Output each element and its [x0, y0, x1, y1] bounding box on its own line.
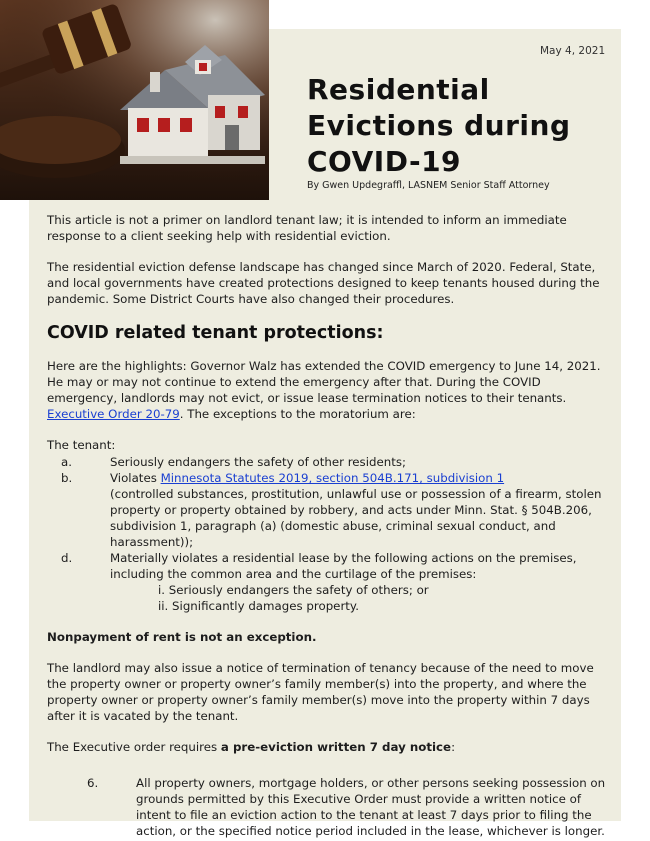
executive-order-link[interactable]: Executive Order 20-79 — [47, 407, 180, 421]
sub-list-item: i. Seriously endangers the safety of others; or — [158, 583, 429, 597]
list-item — [47, 454, 607, 470]
intro-paragraph-1: This article is not a primer on landlord tenant law; it is intended to inform an immediate response to a client seeking help with residential eviction. — [47, 213, 567, 243]
list-item-text: Seriously endangers the safety of other residents; — [110, 455, 406, 469]
list-item-text — [110, 550, 607, 614]
notice-text: The Executive order requires — [47, 740, 221, 754]
notice-item-marker: 6. — [87, 776, 99, 790]
statute-link[interactable]: Minnesota Statutes 2019, section 504B.171, subdivision 1 — [160, 471, 505, 485]
notice-paragraph — [47, 739, 607, 755]
list-item-text — [110, 470, 607, 550]
notice-item-text: All property owners, mortgage holders, or other persons seeking possession on grounds permitted by this Executive Order must provide a written notice of intent to file an eviction action to the tenant at least 7 days prior to filing the action, or the specified notice period included in the lease, whichever is longer. — [136, 776, 606, 838]
notice-text-end: : — [451, 740, 456, 754]
list-item — [47, 550, 607, 614]
page-title: Residential Evictions during COVID-19 — [307, 73, 571, 178]
sub-list-item: ii. Significantly damages property. — [158, 599, 359, 613]
highlights-text-end: . The exceptions to the moratorium are: — [179, 407, 416, 421]
list-item-text-post: (controlled substances, prostitution, unlawful use or possession of a firearm, stolen property or property obtained by robbery, and acts under Minn. Stat. § 504B.206, subdivision 1, paragraph (a) (domestic abuse, criminal sexual conduct, and harassment)); — [110, 487, 602, 549]
publish-date: May 4, 2021 — [540, 45, 606, 57]
article-body — [47, 212, 607, 839]
list-marker: b. — [61, 471, 73, 485]
notice-item — [47, 775, 607, 839]
intro-paragraph-2: The residential eviction defense landscape has changed since March of 2020. Federal, State, and local governments have created protections designed to keep tenants housed during the pandemic. Some District Courts have also changed their procedures. — [47, 260, 600, 306]
byline: By Gwen Updegraffl, LASNEM Senior Staff Attorney — [307, 180, 550, 191]
header-photo — [0, 0, 269, 200]
list-item-text-pre: Violates — [110, 471, 161, 485]
landlord-paragraph: The landlord may also issue a notice of termination of tenancy because of the need to move the property owner or property owner’s family member(s) into the property, and where the property owner or property owner’s family member(s) move into the property within 7 days after it is vacated by the tenant. — [47, 661, 594, 723]
highlights-text: Here are the highlights: Governor Walz has extended the COVID emergency to June 14, 2021. He may or may not continue to extend the emergency after that. During the COVID emergency, landlords may not evict, or issue lease termination notices to their tenants. — [47, 359, 601, 405]
list-item-text-main: Materially violates a residential lease by the following actions on the premises, including the common area and the curtilage of the premises: — [110, 551, 577, 581]
list-marker: d. — [61, 551, 73, 565]
list-item — [47, 470, 607, 550]
nonpayment-note: Nonpayment of rent is not an exception. — [47, 630, 317, 644]
highlights-paragraph — [47, 358, 607, 422]
list-marker: a. — [61, 455, 72, 469]
section-heading: COVID related tenant protections: — [47, 323, 384, 343]
list-intro: The tenant: — [47, 438, 116, 452]
notice-bold-text: a pre-eviction written 7 day notice — [220, 740, 452, 754]
